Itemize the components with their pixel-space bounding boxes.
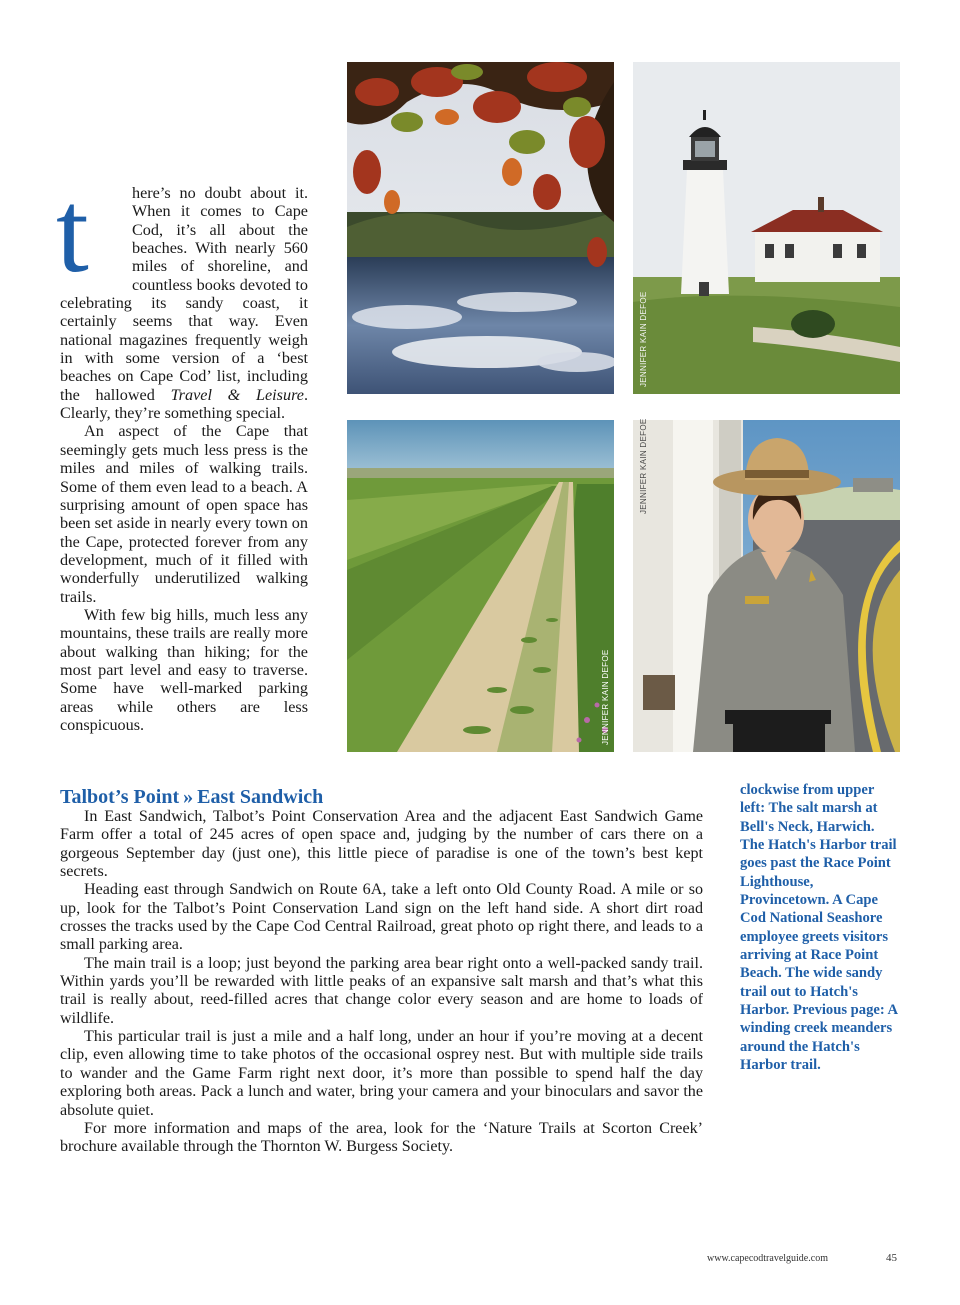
photo-credit-ranger: JENNIFER KAIN DEFOE bbox=[639, 418, 648, 514]
photo-credit-lighthouse: JENNIFER KAIN DEFOE bbox=[639, 291, 648, 387]
article-paragraph-4: This particular trail is just a mile and a half long, under an hour if you’re moving at a decent clip, even allowing time to take photos of the occasional osprey nest. But with multiple side trails to wander and the Game Farm right next door, it’s more than possible to spend half the day exploring both areas. Pack a lunch and water, bring your camera and your binoculars and savor the absolute quiet. bbox=[60, 1028, 703, 1119]
section-heading bbox=[60, 786, 323, 809]
section-place: Talbot’s Point bbox=[60, 786, 180, 808]
article-body bbox=[60, 808, 703, 1157]
drop-cap: t bbox=[56, 166, 89, 297]
intro-column bbox=[56, 166, 308, 734]
article-paragraph-2: Heading east through Sandwich on Route 6A, take a left onto Old County Road. A mile or so up, look for the Talbot’s Point Conservation Land sign on the left hand side. A short dirt road crosses the tracks used by the Cape Cod Central Railroad, great photo op right there, and leads to a small parking area. bbox=[60, 881, 703, 954]
section-town: East Sandwich bbox=[197, 786, 324, 808]
intro-paragraph-3: With few big hills, much less any mountains, these trails are really more about walking than hiking; for the most part level and easy to traverse. Some have well-marked parking areas while others are less conspicuous. bbox=[60, 605, 308, 734]
article-paragraph-5: For more information and maps of the area, look for the ‘Nature Trails at Scorton Creek’ brochure available through the Thornton W. Burgess Society. bbox=[60, 1119, 703, 1156]
intro-text: here’s no doubt about it. When it comes to Cape Cod, it’s all about the beaches. With nearly 560 miles of shoreline, and countless books devoted to celebrating its sandy coast, it certainly seems that way. Even national magazines frequently weigh in with some version of a ‘best beaches on Cape Cod’ list, including the hallowed bbox=[60, 184, 308, 404]
section-separator: » bbox=[183, 786, 194, 808]
photo-credit-trail: JENNIFER KAIN DEFOE bbox=[601, 649, 610, 745]
footer-url: www.capecodtravelguide.com bbox=[707, 1253, 828, 1264]
photo-seashore-employee bbox=[633, 420, 900, 752]
page-number: 45 bbox=[886, 1252, 897, 1264]
article-paragraph-3: The main trail is a loop; just beyond the parking area bear right onto a well-packed sandy trail. Within yards you’ll be rewarded with little peaks of an expansive salt marsh and that’s what this trail is really about, reed-filled acres that change color every season and are home to loads of wildlife. bbox=[60, 954, 703, 1027]
magazine-title: Travel & Leisure bbox=[170, 385, 304, 404]
intro-paragraph-1 bbox=[56, 166, 308, 423]
intro-paragraph-2: An aspect of the Cape that seemingly gets much less press is the miles and miles of walking trails. Some of them even lead to a beach. A surprising amount of open space has been set aside in nearly every town on the Cape, protected forever from any development, much of it filled with wonderfully underutilized walking trails. bbox=[60, 422, 308, 606]
photo-caption: clockwise from upper left: The salt marsh at Bell's Neck, Harwich. The Hatch's Harbor trail goes past the Race Point Lighthouse, Provincetown. A Cape Cod National Seashore employee greets visitors arriving at Race Point Beach. The wide sandy trail out to Hatch's Harbor. Previous page: A winding creek meanders around the Hatch's Harbor trail. bbox=[740, 782, 898, 1074]
photo-race-point-lighthouse bbox=[633, 62, 900, 394]
photo-salt-marsh bbox=[347, 62, 614, 394]
article-paragraph-1: In East Sandwich, Talbot’s Point Conservation Area and the adjacent East Sandwich Game Farm offer a total of 245 acres of open space and, judging by the number of cars there on a gorgeous September day (just one), this little piece of paradise is one of the town’s best kept secrets. bbox=[60, 808, 703, 881]
intro-text-end: . Clearly, they’re something special. bbox=[60, 385, 308, 423]
photo-sandy-trail bbox=[347, 420, 614, 752]
